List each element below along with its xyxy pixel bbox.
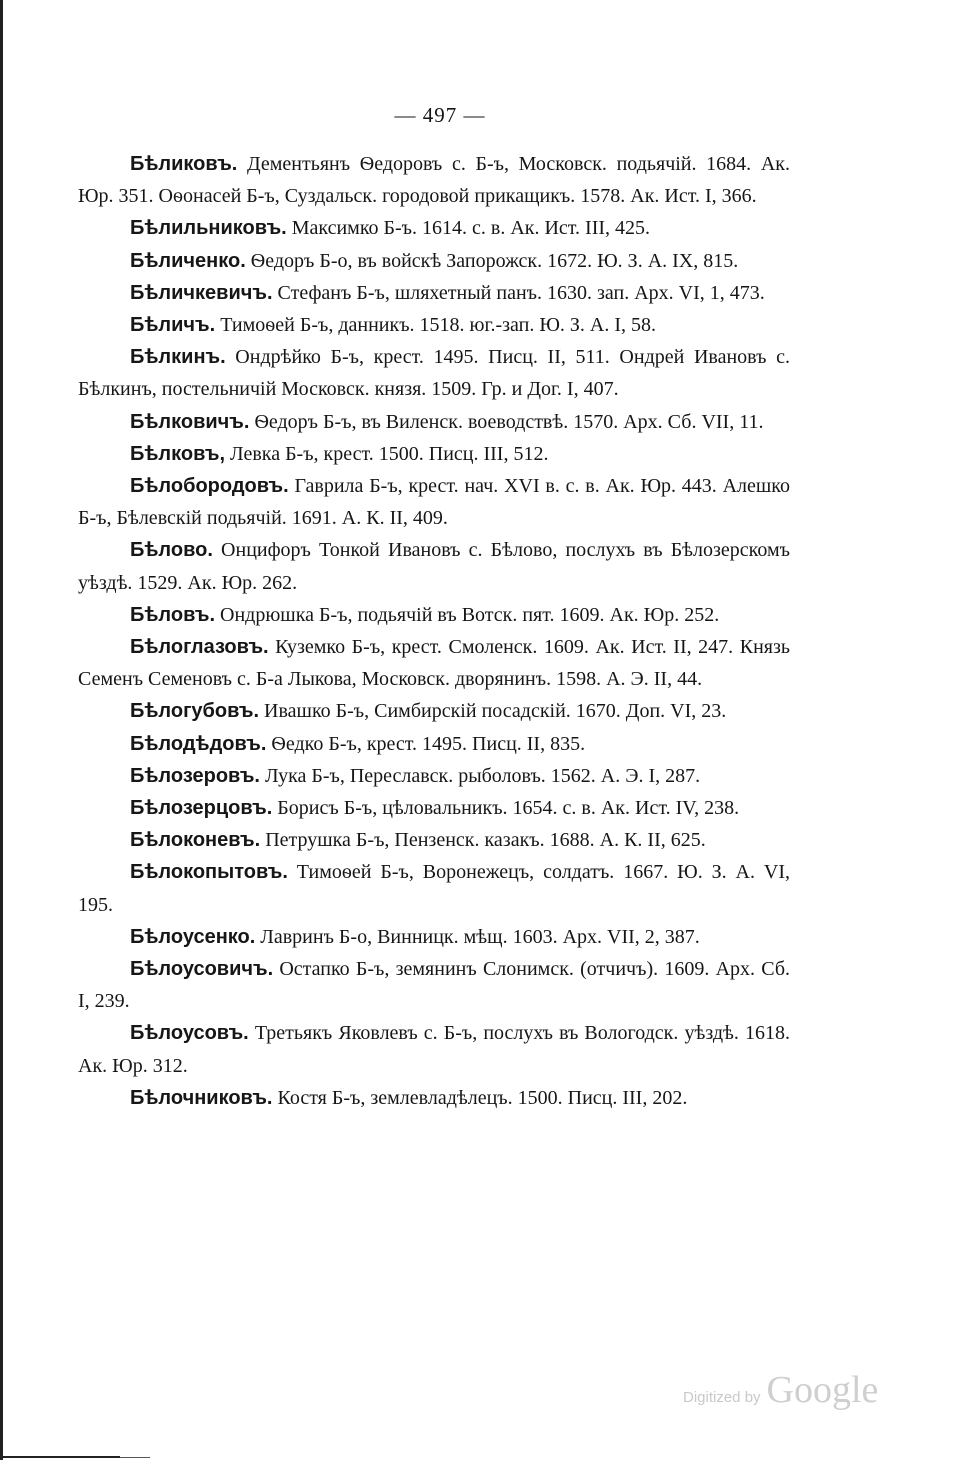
entry-headword: Бѣлодѣдовъ. bbox=[130, 732, 267, 755]
entry bbox=[78, 245, 790, 277]
entry-text: Тимоѳей Б-ъ, данникъ. 1518. юг.-зап. Ю. З. А. I, 58. bbox=[215, 314, 656, 337]
entry-text: Ондрѣйко Б-ъ, крест. 1495. Писц. II, 511. Ондрей Ивановъ с. Бѣлкинъ, постельничiй Московск. князя. 1509. Гр. и Дог. I, 407. bbox=[78, 346, 790, 401]
google-logo: Google bbox=[766, 1369, 879, 1411]
entry-text: Левка Б-ъ, крест. 1500. Писц. III, 512. bbox=[225, 442, 549, 465]
entry bbox=[78, 470, 790, 534]
entry bbox=[78, 792, 790, 824]
entry bbox=[78, 406, 790, 438]
entry-text: Тимоѳей Б-ъ, Воронежецъ, солдатъ. 1667. Ю. З. А. VI, 195. bbox=[78, 861, 790, 916]
entry-headword: Бѣлковичъ. bbox=[130, 410, 250, 433]
entry-headword: Бѣлильниковъ. bbox=[130, 217, 287, 240]
entry-headword: Бѣлоусенко. bbox=[130, 925, 256, 948]
entry bbox=[78, 824, 790, 856]
entry-headword: Бѣлоконевъ. bbox=[130, 829, 261, 852]
entry-text: Гаврила Б-ъ, крест. нач. XVI в. с. в. Ак. Юр. 443. Алешко Б-ъ, Бѣлевскiй подьячiй. 1691. А. К. II, 409. bbox=[78, 475, 790, 530]
entry-text: Ивашко Б-ъ, Симбирскiй посадскiй. 1670. Доп. VI, 23. bbox=[259, 700, 727, 723]
watermark-prefix: Digitized by bbox=[683, 1389, 761, 1406]
entry-text: Ѳедко Б-ъ, крест. 1495. Писц. II, 835. bbox=[266, 732, 586, 755]
entry-text: Ѳедоръ Б-о, въ войскѣ Запорожск. 1672. Ю. З. А. IX, 815. bbox=[245, 249, 739, 272]
entry-text: Лука Б-ъ, Переславск. рыболовъ. 1562. А. Э. I, 287. bbox=[260, 764, 701, 787]
entry-headword: Бѣлкинъ. bbox=[130, 346, 226, 369]
entry-text: Третьякъ Яковлевъ с. Б-ъ, послухъ въ Вологодск. уѣздѣ. 1618. Ак. Юр. 312. bbox=[78, 1022, 790, 1077]
entry bbox=[78, 631, 790, 695]
entry bbox=[78, 760, 790, 792]
entry-headword: Бѣликовъ. bbox=[130, 153, 238, 175]
entry bbox=[78, 309, 790, 341]
entry-headword: Бѣлозеровъ. bbox=[130, 764, 260, 787]
entry bbox=[78, 1082, 790, 1114]
entry-text: Ѳедоръ Б-ъ, въ Виленск. воеводствѣ. 1570. Арх. Сб. VII, 11. bbox=[249, 410, 764, 433]
entry-headword: Бѣловъ. bbox=[130, 603, 216, 626]
entry-headword: Бѣлочниковъ. bbox=[130, 1086, 273, 1109]
entry-headword: Бѣлокопытовъ. bbox=[130, 861, 288, 884]
entry bbox=[78, 856, 790, 920]
entry-text: Остапко Б-ъ, земянинъ Слонимск. (отчичъ). 1609. Арх. Сб. I, 239. bbox=[78, 958, 790, 1013]
entry-headword: Бѣлоглазовъ. bbox=[130, 636, 269, 659]
entry-text: Онцифоръ Тонкой Ивановъ с. Бѣлово, послухъ въ Бѣлозерскомъ уѣздѣ. 1529. Ак. Юр. 262. bbox=[78, 539, 790, 594]
entry bbox=[78, 695, 790, 727]
entry-headword: Бѣличкевичъ. bbox=[130, 281, 273, 304]
entry bbox=[78, 212, 790, 244]
entry-headword: Бѣлоусовичъ. bbox=[130, 958, 274, 981]
entry bbox=[78, 438, 790, 470]
entry-text: Куземко Б-ъ, крест. Смоленск. 1609. Ак. Ист. II, 247. Князь Семенъ Семеновъ с. Б-а Лыкова, Московск. дворянинъ. 1598. А. Э. II, 44. bbox=[78, 636, 790, 691]
entry-text: Костя Б-ъ, землевладѣлецъ. 1500. Писц. III, 202. bbox=[272, 1086, 688, 1109]
entry bbox=[78, 534, 790, 598]
entry-headword: Бѣлобородовъ. bbox=[130, 475, 289, 498]
entry-headword: Бѣлковъ, bbox=[130, 442, 226, 465]
entry bbox=[78, 1017, 790, 1081]
entry-headword: Бѣлозерцовъ. bbox=[130, 797, 273, 820]
entry-text: Лавринъ Б-о, Винницк. мѣщ. 1603. Арх. VII, 2, 387. bbox=[255, 925, 700, 948]
entry-text: Борисъ Б-ъ, цѣловальникъ. 1654. с. в. Ак. Ист. IV, 238. bbox=[272, 797, 740, 820]
entry-headword: Бѣличенко. bbox=[130, 249, 246, 272]
entry-headword: Бѣличъ. bbox=[130, 314, 216, 337]
entry-headword: Бѣлогубовъ. bbox=[130, 700, 260, 723]
entry bbox=[78, 277, 790, 309]
entry-text: Ондрюшка Б-ъ, подьячiй въ Вотск. пят. 1609. Ак. Юр. 252. bbox=[215, 603, 720, 626]
entry bbox=[78, 953, 790, 1017]
page-number: — 497 — bbox=[394, 103, 486, 127]
entry bbox=[78, 728, 790, 760]
entry bbox=[78, 921, 790, 953]
entry-headword: Бѣлово. bbox=[130, 539, 213, 562]
entry-text: Петрушка Б-ъ, Пензенск. казакъ. 1688. А. К. II, 625. bbox=[260, 829, 706, 852]
entry bbox=[78, 148, 790, 212]
entry bbox=[78, 599, 790, 631]
entry bbox=[78, 341, 790, 405]
entry-text: Максимко Б-ъ. 1614. с. в. Ак. Ист. III, 425. bbox=[286, 217, 651, 240]
entry-text: Стефанъ Б-ъ, шляхетный панъ. 1630. зап. Арх. VI, 1, 473. bbox=[272, 281, 765, 304]
scan-edge-bottom-tail bbox=[120, 1457, 150, 1458]
digitized-by-google-watermark bbox=[683, 1368, 893, 1418]
scan-edge-left bbox=[0, 0, 3, 1460]
scan-edge-bottom bbox=[0, 1456, 120, 1458]
entry-headword: Бѣлоусовъ. bbox=[130, 1022, 249, 1045]
entry-text: Дементьянъ Ѳедоровъ с. Б-ъ, Московск. подьячiй. 1684. Ак. Юр. 351. Оѳонасей Б-ъ, Суздальск. городовой прикащикъ. 1578. Ак. Ист. I, 366. bbox=[78, 153, 790, 208]
dictionary-entries bbox=[78, 148, 790, 1114]
